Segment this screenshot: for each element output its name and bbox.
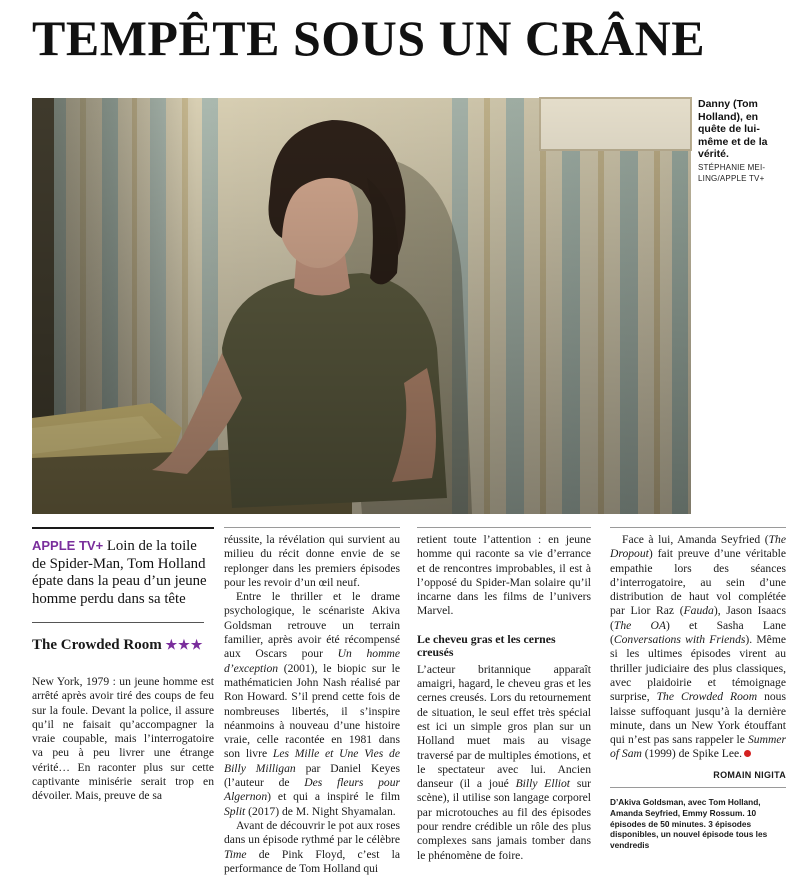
column-1: [32, 527, 214, 804]
kicker-text: Loin de la toile de Spider-Man, Tom Holland épate dans la peau d’un jeune homme perdu dans sa tête: [32, 538, 207, 607]
platform-label: APPLE TV+: [32, 538, 104, 553]
subheading: Le cheveu gras et les cernes creusés: [417, 631, 556, 660]
film-title: Un homme d’exception: [224, 647, 400, 675]
paragraph: Face à lui, Amanda Seyfried (The Dropout) fait preuve d’une véritable empathie lors des séances d’interrogatoire, au sein d’une distribution de haut vol complétée par Lior Raz (Fauda), Jason Isaacs (The OA) et Sasha Lane (Conversations with Friends). Même si les ultimes épisodes virent au thriller judiciaire des plus classiques, avec plaidoirie et témoignage surprise, The Crowded Room nous laisse suffoquant jusqu’à la dernière minute, dans un New York étouffant qui n’est pas sans rappeler le Summer of Sam (1999) de Spike Lee.: [610, 533, 786, 761]
photo-illustration: [32, 98, 691, 514]
paragraph: New York, 1979 : un jeune homme est arrêté après avoir tiré des coups de feu sur la foule. Devant la police, il assure qu’il ne faisait qu’accompagner la vraie coupable, mais l’interrogatoire va peu à peu livrer une étrange vérité… En raconter plus sur cette captivante minisérie serait trop en dévoiler. Mais, preuve de sa: [32, 675, 214, 803]
kicker: [32, 537, 214, 608]
author-byline: ROMAIN NIGITA: [610, 768, 786, 788]
end-mark-icon: [744, 750, 751, 757]
paragraph: Entre le thriller et le drame psychologique, le scénariste Akiva Goldsman retrouve un terrain familier, après avoir été récompensé aux Oscars pour Un homme d’exception (2001), le biopic sur le mathématicien John Nash réalisé par Ron Howard. S’il prend cette fois de nombreuses libertés, il s’inspire néanmoins à nouveau d’une histoire vraie, celle racontée en 1981 dans son livre Les Mille et Une Vies de Billy Milligan par Daniel Keyes (l’auteur de Des fleurs pour Algernon) et qui a inspiré le film Split (2017) de M. Night Shyamalan.: [224, 590, 401, 818]
column-3: [417, 527, 591, 863]
film-title: Split: [224, 804, 246, 818]
photo-credit: STÉPHANIE MEI-LING/APPLE TV+: [698, 162, 766, 183]
show-title-block: [32, 635, 214, 655]
column-rule: [32, 527, 214, 529]
caption-text: Danny (Tom Holland), en quête de lui-même et de la vérité.: [698, 98, 768, 160]
show-reference: Billy Elliot: [515, 777, 571, 791]
column-4: [610, 527, 786, 851]
book-title: Des fleurs pour Algernon: [224, 776, 401, 804]
show-info: D’Akiva Goldsman, avec Tom Holland, Amanda Seyfried, Emmy Rossum. 10 épisodes de 50 minutes. 3 épisodes disponibles, un nouvel épisode tous les vendredis: [610, 797, 768, 851]
separator: [32, 622, 204, 623]
paragraph: réussite, la révélation qui survient au milieu du récit donne envie de se replonger dans les premiers épisodes pour les revoir d’un œil neuf.: [224, 533, 400, 589]
show-title: The Crowded Room: [32, 637, 162, 653]
paragraph: retient toute l’attention : en jeune homme qui raconte sa vie d’errance et de rencontres improbables, il est à l’opposé du Spider-Man solaire qu’il incarne dans les films de l’univers Marvel.: [417, 533, 591, 618]
book-title: Les Mille et Une Vies de Billy Milligan: [224, 747, 400, 775]
photo-caption: [698, 98, 786, 184]
song-title: Time: [224, 847, 247, 861]
paragraph: Avant de découvrir le pot aux roses dans un épisode rythmé par le célèbre Time de Pink Floyd, c’est la performance de Tom Holland qui: [224, 818, 400, 875]
column-2: [224, 527, 400, 876]
headline: TEMPÊTE SOUS UN CRÂNE: [32, 10, 706, 66]
column-rule: [417, 527, 591, 528]
column-rule: [610, 527, 786, 528]
article-photo: [32, 98, 691, 514]
rating-stars: ★★★: [165, 637, 204, 652]
column-rule: [224, 527, 400, 528]
paragraph: L’acteur britannique apparaît amaigri, hagard, le cheveu gras et les cernes creusés. Lors du retournement de situation, le seul effet très spécial est ici un simple gros plan sur un Holland muet mais au visage traversé par de multiples émotions, et le spectateur avec lui. Ancien danseur (il a joué Billy Elliot sur scène), il utilise son langage corporel par microtouches au fil des épisodes pour rendre crédible un rôle des plus complexes sans jamais tomber dans le phénomène de foire.: [417, 662, 591, 862]
